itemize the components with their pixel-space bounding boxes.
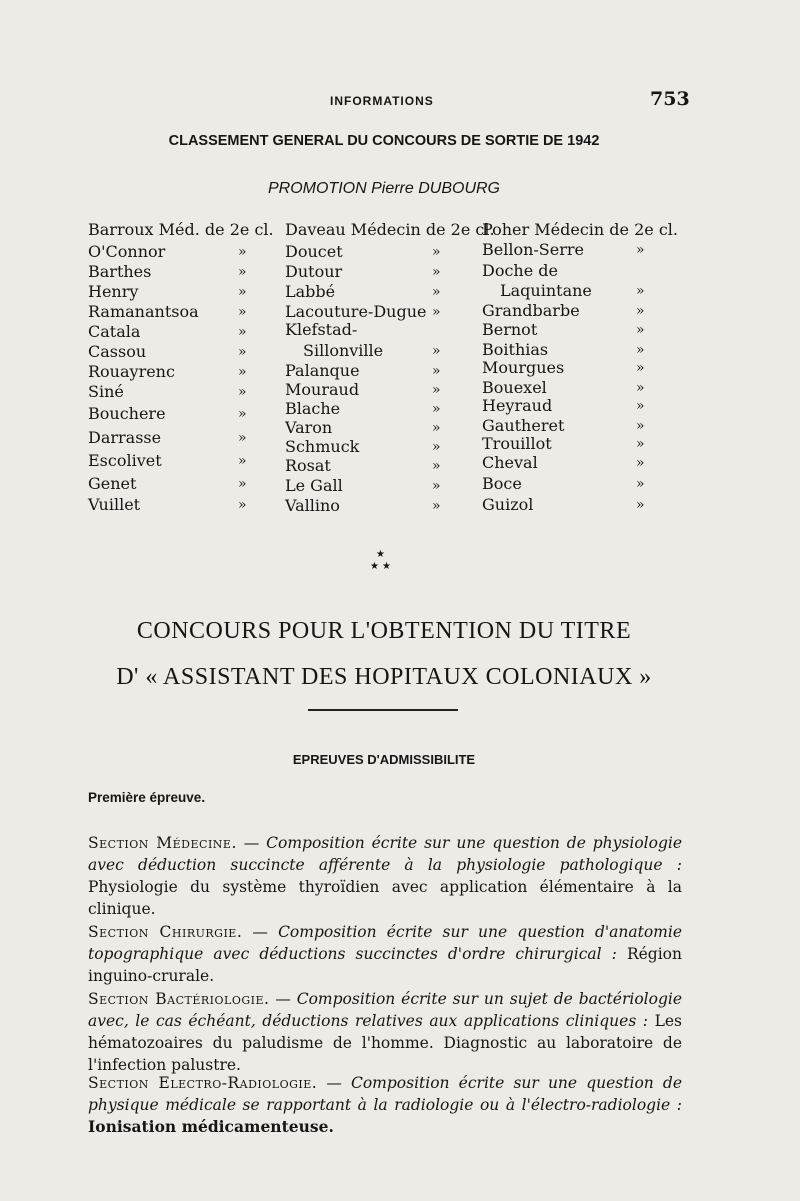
epreuves-subheading: EPREUVES D'ADMISSIBILITE xyxy=(292,752,476,767)
section-label: Section Médecine. xyxy=(88,834,237,852)
ditto-mark: » xyxy=(432,458,441,474)
ditto-mark: » xyxy=(432,382,441,398)
ranking-name: Siné xyxy=(88,382,124,401)
ranking-name: Catala xyxy=(88,322,141,341)
ditto-mark: » xyxy=(238,264,247,280)
ditto-mark: » xyxy=(432,244,441,260)
ranking-name: Vuillet xyxy=(88,495,141,514)
section-subject: Ionisation médicamenteuse. xyxy=(88,1117,334,1136)
ditto-mark: » xyxy=(238,304,247,320)
ditto-mark: » xyxy=(432,401,441,417)
concours-title-line2: D' « ASSISTANT DES HOPITAUX COLONIAUX » xyxy=(116,664,652,690)
ranking-name: Sillonville xyxy=(303,341,384,360)
ranking-name: Bouexel xyxy=(482,378,547,397)
ranking-name: Poher Médecin de 2e cl. xyxy=(482,220,678,239)
ranking-name: Mourgues xyxy=(482,358,565,377)
ranking-name: Vallino xyxy=(285,496,340,515)
ranking-name: Lacouture-Dugue xyxy=(285,302,427,321)
section-task: Composition écrite sur un sujet de bactériologie avec, le cas échéant, déductions relatives aux applications cliniques : xyxy=(88,990,683,1030)
ditto-mark: » xyxy=(238,324,247,340)
ranking-name: Le Gall xyxy=(285,476,343,495)
promotion-line: PROMOTION Pierre DUBOURG xyxy=(267,180,500,197)
ranking-name: Bernot xyxy=(482,320,538,339)
section-bacteriologie: Section Bactériologie. — Composition écrite sur un sujet de bactériologie avec, le cas échéant, déductions relatives aux applications cliniques : Les hématozoaires du paludisme de l'homme. Diagnostic au laboratoire de l'infection palustre. xyxy=(88,990,683,1074)
ranking-name: Gautheret xyxy=(482,416,565,435)
ranking-name: Grandbarbe xyxy=(482,301,580,320)
page-number: 753 xyxy=(650,88,690,110)
asterism-star: ★ xyxy=(370,561,379,572)
section-medecine: Section Médecine. — Composition écrite sur une question de physiologie avec déduction succincte afférente à la physiologie pathologique : Physiologie du système thyroïdien avec application élémentaire à la clinique. xyxy=(88,834,682,918)
ditto-mark: » xyxy=(636,476,645,492)
section-task: Composition écrite sur une question de physique médicale se rapportant à la radiologie ou à l'électro-radiologie : xyxy=(88,1074,682,1114)
ditto-mark: » xyxy=(432,478,441,494)
ditto-mark: » xyxy=(432,284,441,300)
ranking-name: Rosat xyxy=(285,456,331,475)
ranking-name: Palanque xyxy=(285,361,360,380)
ranking-name: Guizol xyxy=(482,495,534,514)
ranking-name: Cassou xyxy=(88,342,147,361)
ditto-mark: » xyxy=(636,322,645,338)
section-label: Section Electro-Radiologie. xyxy=(88,1074,318,1092)
ranking-name: Doucet xyxy=(285,242,343,261)
ranking-name: Trouillot xyxy=(482,434,552,453)
ditto-mark: » xyxy=(636,455,645,471)
ditto-mark: » xyxy=(238,430,247,446)
ranking-name: Heyraud xyxy=(482,396,553,415)
ranking-name: Barroux Méd. de 2e cl. xyxy=(88,220,274,239)
ranking-name: Bellon-Serre xyxy=(482,240,584,259)
ranking-name: Cheval xyxy=(482,453,538,472)
ranking-name: Rouayrenc xyxy=(88,362,175,381)
section-label: Section Bactériologie. xyxy=(88,990,270,1008)
ditto-mark: » xyxy=(238,364,247,380)
ditto-mark: » xyxy=(238,244,247,260)
ranking-name: Klefstad- xyxy=(285,320,358,339)
ditto-mark: » xyxy=(636,283,645,299)
ranking-name: Barthes xyxy=(88,262,152,281)
ranking-name: Blache xyxy=(285,399,341,418)
asterism-star: ★ xyxy=(382,561,391,572)
section-subject: Les hématozoaires du paludisme de l'homme. Diagnostic au laboratoire de l'infection palustre. xyxy=(88,1012,682,1074)
ditto-mark: » xyxy=(432,498,441,514)
ditto-mark: » xyxy=(636,398,645,414)
ditto-mark: » xyxy=(238,453,247,469)
ranking-name: Labbé xyxy=(285,282,336,301)
ditto-mark: » xyxy=(432,420,441,436)
ranking-name: Henry xyxy=(88,282,139,301)
section-subject: Région inguino-crurale. xyxy=(88,945,682,985)
section-electro-radiologie: Section Electro-Radiologie. — Composition écrite sur une question de physique médicale se rapportant à la radiologie ou à l'électro-radiologie : Ionisation médicamenteuse. xyxy=(88,1074,682,1136)
section-chirurgie: Section Chirurgie. — Composition écrite sur une question d'anatomie topographique avec déductions succinctes d'ordre chirurgical : Région inguino-crurale. xyxy=(88,923,683,985)
ditto-mark: » xyxy=(432,363,441,379)
ranking-name: Mouraud xyxy=(285,380,360,399)
ditto-mark: » xyxy=(238,384,247,400)
ditto-mark: » xyxy=(636,418,645,434)
ditto-mark: » xyxy=(636,303,645,319)
section-task: Composition écrite sur une question d'anatomie topographique avec déductions succinctes d'ordre chirurgical : xyxy=(88,923,683,963)
ranking-name: Genet xyxy=(88,474,137,493)
ranking-name: Schmuck xyxy=(285,437,360,456)
asterism-star: ★ xyxy=(376,549,385,560)
ranking-title: CLASSEMENT GENERAL DU CONCOURS DE SORTIE DE 1942 xyxy=(168,133,600,149)
section-label: Section Chirurgie. xyxy=(88,923,243,941)
ranking-name: O'Connor xyxy=(88,242,166,261)
ranking-name: Escolivet xyxy=(88,451,162,470)
ditto-mark: » xyxy=(238,284,247,300)
ranking-name: Ramanantsoa xyxy=(88,302,199,321)
ranking-name: Dutour xyxy=(285,262,343,281)
ditto-mark: » xyxy=(636,436,645,452)
ditto-mark: » xyxy=(432,264,441,280)
ditto-mark: » xyxy=(636,497,645,513)
ditto-mark: » xyxy=(238,476,247,492)
ditto-mark: » xyxy=(636,242,645,258)
section-subject: Physiologie du système thyroïdien avec application élémentaire à la clinique. xyxy=(88,878,682,918)
ranking-name: Boithias xyxy=(482,340,549,359)
ditto-mark: » xyxy=(432,304,441,320)
concours-title-line1: CONCOURS POUR L'OBTENTION DU TITRE xyxy=(136,618,632,644)
running-header: INFORMATIONS xyxy=(330,94,434,108)
ranking-name: Boce xyxy=(482,474,522,493)
ranking-name: Doche de xyxy=(482,261,558,280)
ranking-name: Bouchere xyxy=(88,404,166,423)
ditto-mark: » xyxy=(636,342,645,358)
title-rule xyxy=(308,709,458,711)
ranking-name: Varon xyxy=(285,418,333,437)
asterism-separator xyxy=(370,550,390,576)
ditto-mark: » xyxy=(238,344,247,360)
ranking-name: Daveau Médecin de 2e cl. xyxy=(285,220,495,239)
ditto-mark: » xyxy=(432,439,441,455)
section-task: Composition écrite sur une question de physiologie avec déduction succincte afférente à la physiologie pathologique : xyxy=(88,834,682,874)
ditto-mark: » xyxy=(432,343,441,359)
ditto-mark: » xyxy=(238,497,247,513)
ranking-name: Laquintane xyxy=(500,281,592,300)
ditto-mark: » xyxy=(636,380,645,396)
ditto-mark: » xyxy=(636,360,645,376)
epreuve-heading: Première épreuve. xyxy=(88,790,206,805)
ditto-mark: » xyxy=(238,406,247,422)
ranking-name: Darrasse xyxy=(88,428,162,447)
